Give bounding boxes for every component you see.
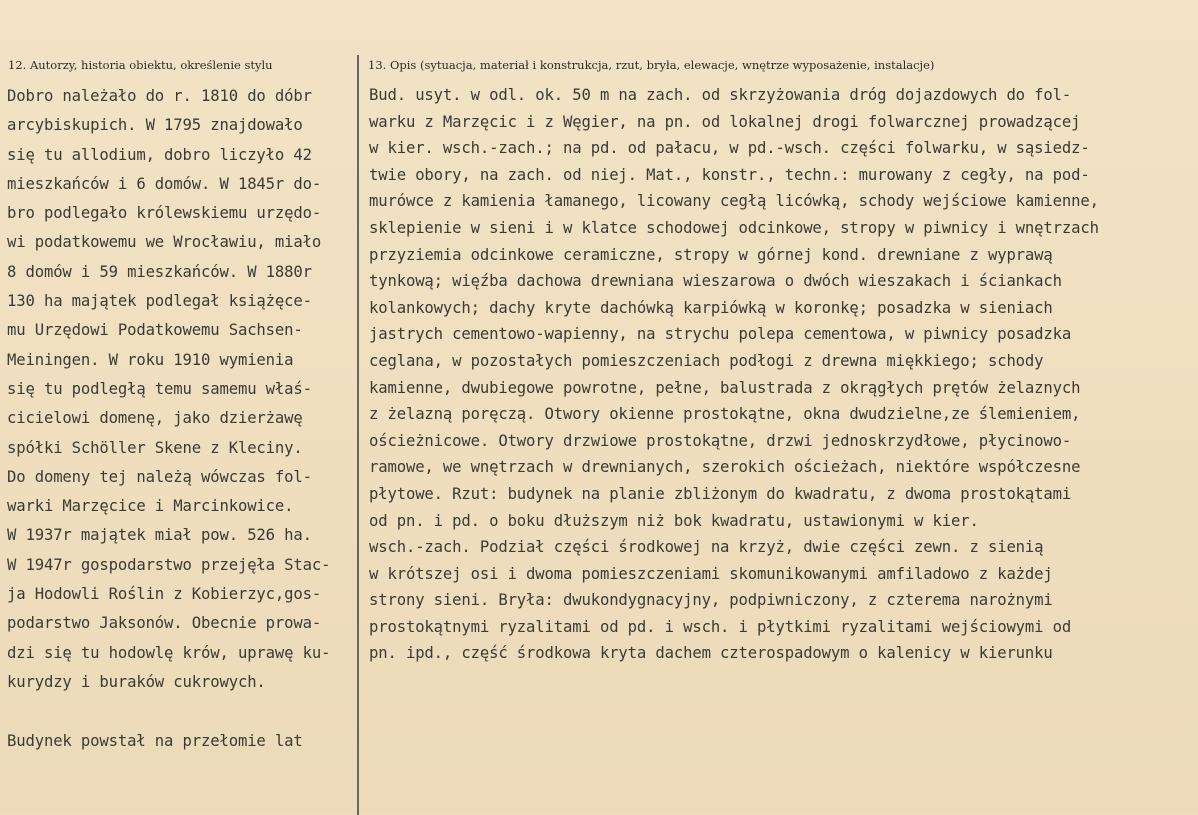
text-line: dzi się tu hodowlę krów, uprawę ku-: [7, 643, 331, 662]
text-line: Meiningen. W roku 1910 wymienia: [7, 350, 294, 369]
text-line: Do domeny tej należą wówczas fol-: [7, 467, 312, 486]
text-line: ramowe, we wnętrzach w drewnianych, szerokich ościeżach, niektóre współczesne: [369, 458, 1081, 477]
section-13-heading: 13. Opis (sytuacja, materiał i konstrukcja, rzut, bryła, elewacje, wnętrze wyposażenie, instalacje): [368, 58, 935, 72]
text-line: prostokątnymi ryzalitami od pd. i wsch. i płytkimi ryzalitami wejściowymi od: [369, 617, 1072, 636]
text-line: ościeżnicowe. Otwory drzwiowe prostokątne, drzwi jednoskrzydłowe, płycinowo-: [369, 431, 1072, 450]
text-line: od pn. i pd. o boku dłuższym niż bok kwadratu, ustawionymi w kier.: [369, 511, 979, 530]
text-line: kurydzy i buraków cukrowych.: [7, 672, 266, 691]
text-line: płytowe. Rzut: budynek na planie zbliżonym do kwadratu, z dwoma prostokątami: [369, 484, 1072, 503]
text-line: strony sieni. Bryła: dwukondygnacyjny, podpiwniczony, z czterema narożnymi: [369, 591, 1053, 610]
text-line: się tu podległą temu samemu właś-: [7, 379, 312, 398]
section-12-heading: 12. Autorzy, historia obiektu, określenie stylu: [8, 58, 273, 72]
text-line: mieszkańców i 6 domów. W 1845r do-: [7, 174, 322, 193]
text-line: wsch.-zach. Podział części środkowej na krzyż, dwie części zewn. z sienią: [369, 538, 1044, 557]
text-line: sklepienie w sieni i w klatce schodowej odcinkowe, stropy w piwnicy i wnętrzach: [369, 218, 1099, 237]
text-line: W 1947r gospodarstwo przejęła Stac-: [7, 555, 331, 574]
text-line: z żelazną poręczą. Otwory okienne prostokątne, okna dwudzielne,ze ślemieniem,: [369, 405, 1081, 424]
text-line: Budynek powstał na przełomie lat: [7, 731, 303, 750]
text-line: [7, 699, 330, 728]
text-line: mu Urzędowi Podatkowemu Sachsen-: [7, 321, 303, 340]
text-line: kamienne, dwubiegowe powrotne, pełne, balustrada z okrągłych prętów żelaznych: [369, 378, 1081, 397]
text-line: Dobro należało do r. 1810 do dóbr: [7, 87, 312, 105]
text-line: Bud. usyt. w odl. ok. 50 m na zach. od skrzyżowania dróg dojazdowych do fol-: [369, 86, 1072, 104]
text-line: warku z Marzęcic i z Węgier, na pn. od lokalnej drogi folwarcznej prowadzącej: [369, 112, 1081, 131]
text-line: arcybiskupich. W 1795 znajdowało: [7, 116, 303, 135]
text-line: podarstwo Jaksonów. Obecnie prowa-: [7, 614, 322, 633]
text-line: ceglana, w pozostałych pomieszczeniach podłogi z drewna miękkiego; schody: [369, 351, 1044, 370]
text-line: spółki Schöller Skene z Kleciny.: [7, 438, 303, 457]
history-text-column: [7, 84, 330, 758]
description-text-column: [369, 84, 1099, 669]
text-line: w kier. wsch.-zach.; na pd. od pałacu, w pd.-wsch. części folwarku, w sąsiedz-: [369, 139, 1090, 158]
text-line: tynkową; więźba dachowa drewniana wieszarowa o dwóch wieszakach i ściankach: [369, 272, 1062, 291]
text-line: jastrych cementowo-wapienny, na strychu polepa cementowa, w piwnicy posadzka: [369, 325, 1072, 344]
text-line: kolankowych; dachy kryte dachówką karpiówką w koronkę; posadzka w sieniach: [369, 298, 1053, 317]
text-line: twie obory, na zach. od niej. Mat., konstr., techn.: murowany z cegły, na pod-: [369, 165, 1090, 184]
text-line: cicielowi domenę, jako dzierżawę: [7, 409, 303, 428]
text-line: się tu allodium, dobro liczyło 42: [7, 145, 312, 164]
text-line: 130 ha majątek podlegał książęce-: [7, 292, 312, 311]
text-line: wi podatkowemu we Wrocławiu, miało: [7, 233, 322, 252]
text-line: w krótszej osi i dwoma pomieszczeniami skomunikowanymi amfiladowo z każdej: [369, 564, 1053, 583]
text-line: murówce z kamienia łamanego, licowany cegłą licówką, schody wejściowe kamienne,: [369, 192, 1099, 211]
text-line: przyziemia odcinkowe ceramiczne, stropy w górnej kond. drewniane z wyprawą: [369, 245, 1053, 264]
column-divider: [357, 55, 359, 815]
text-line: ja Hodowli Roślin z Kobierzyc,gos-: [7, 585, 322, 604]
text-line: W 1937r majątek miał pow. 526 ha.: [7, 526, 312, 545]
text-line: 8 domów i 59 mieszkańców. W 1880r: [7, 262, 312, 281]
text-line: warki Marzęcice i Marcinkowice.: [7, 497, 294, 516]
text-line: bro podlegało królewskiemu urzędo-: [7, 204, 322, 223]
text-line: pn. ipd., część środkowa kryta dachem czterospadowym o kalenicy w kierunku: [369, 644, 1053, 663]
